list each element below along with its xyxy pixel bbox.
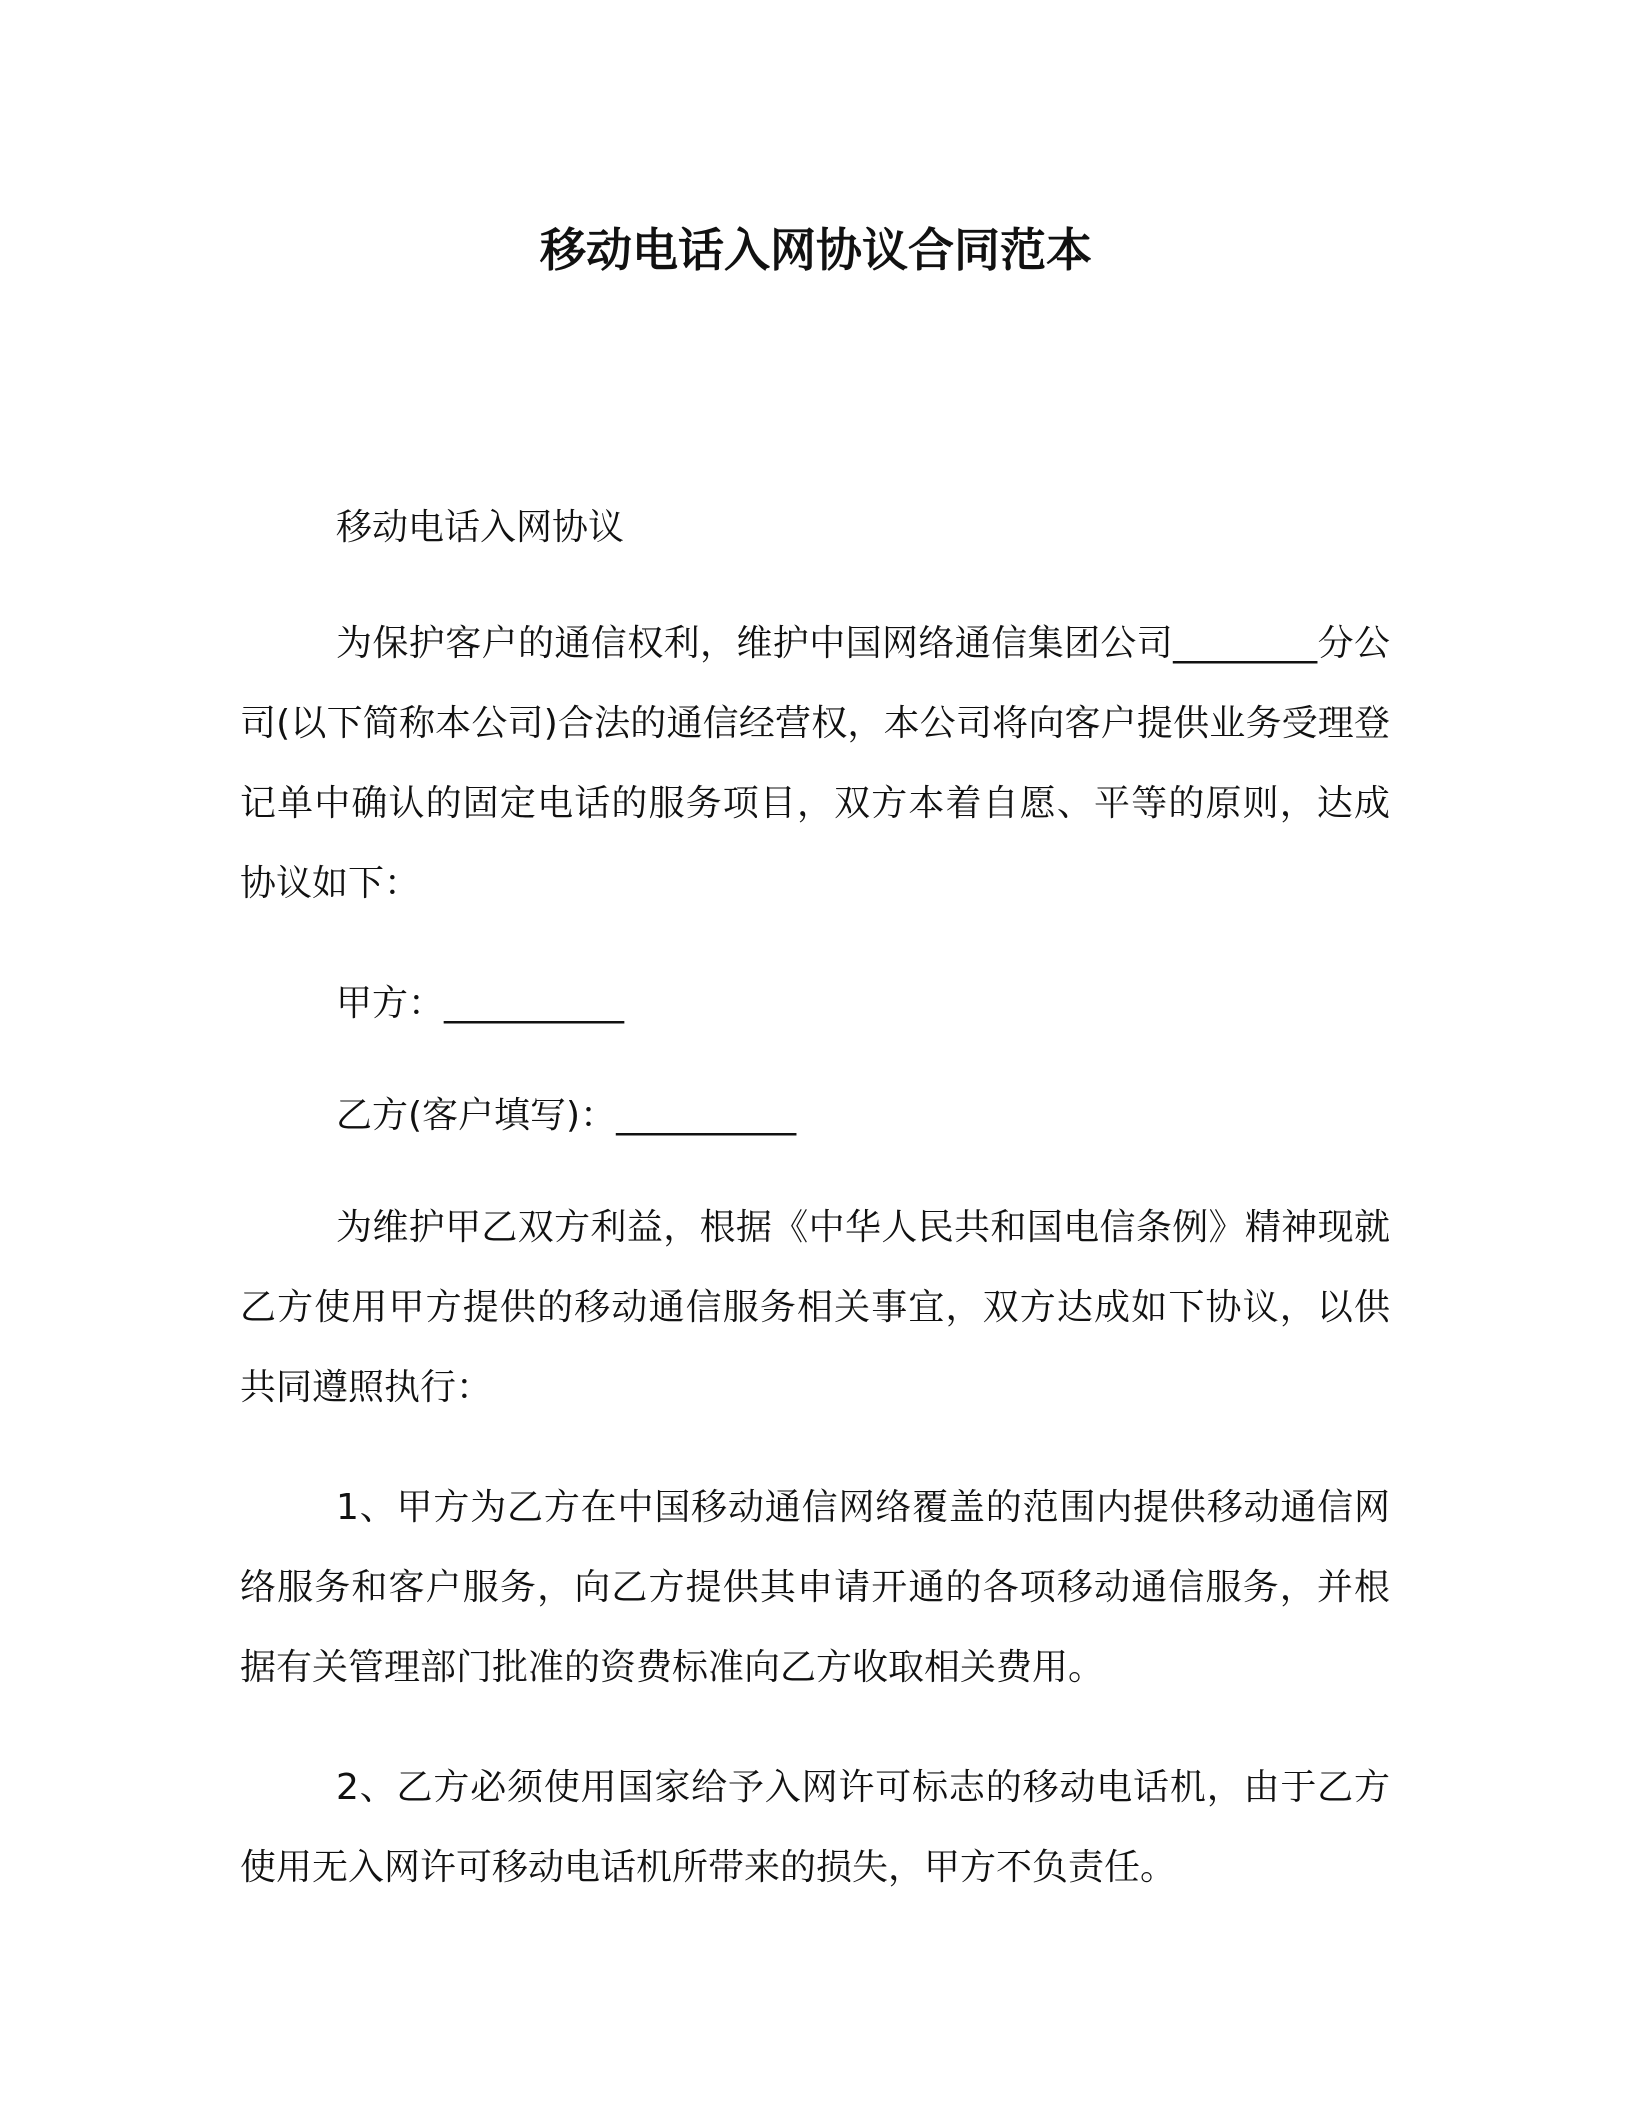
clause-2: 2、乙方必须使用国家给予入网许可标志的移动电话机，由于乙方使用无入网许可移动电话机所带来的损失，甲方不负责任。 — [240, 1767, 1390, 1888]
agreement-subtitle: 移动电话入网协议 — [336, 507, 625, 548]
document-title: 移动电话入网协议合同范本 — [540, 223, 1092, 277]
party-b-line: 乙方(客户填写)：__________ — [336, 1095, 797, 1136]
party-a-line: 甲方：__________ — [336, 983, 625, 1024]
preamble-paragraph: 为维护甲乙双方利益，根据《中华人民共和国电信条例》精神现就乙方使用甲方提供的移动通信服务相关事宜，双方达成如下协议，以供共同遵照执行： — [240, 1207, 1390, 1408]
document-body — [240, 488, 1390, 1948]
clause-1: 1、甲方为乙方在中国移动通信网络覆盖的范围内提供移动通信网络服务和客户服务，向乙方提供其申请开通的各项移动通信服务，并根据有关管理部门批准的资费标准向乙方收取相关费用。 — [240, 1487, 1390, 1688]
intro-paragraph: 为保护客户的通信权利，维护中国网络通信集团公司________分公司(以下简称本公司)合法的通信经营权，本公司将向客户提供业务受理登记单中确认的固定电话的服务项目，双方本着自愿、平等的原则，达成协议如下： — [240, 623, 1390, 904]
